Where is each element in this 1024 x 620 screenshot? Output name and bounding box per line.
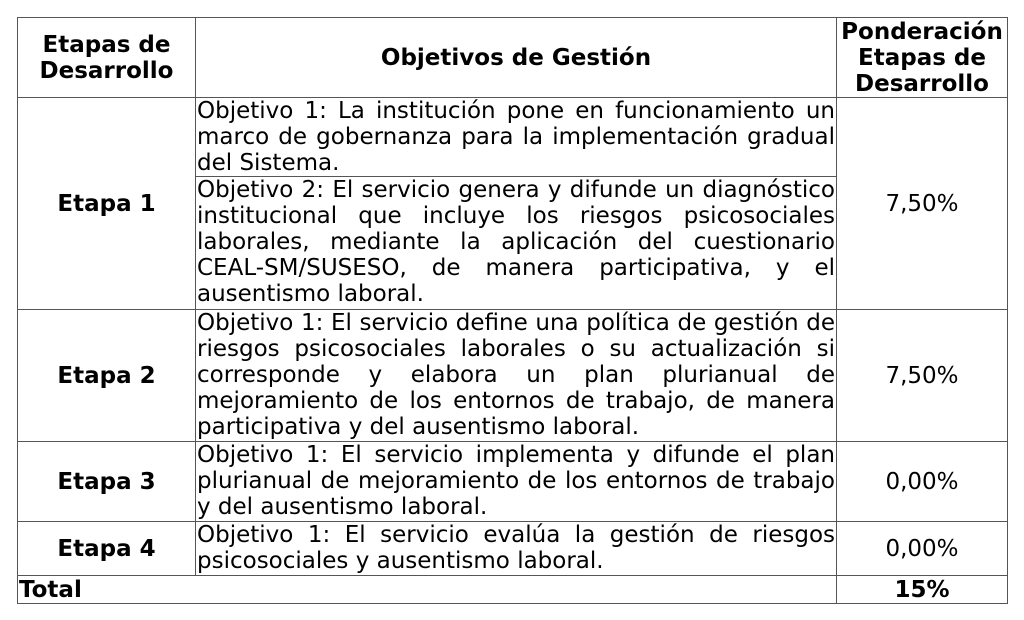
header-ponderacion: Ponderación Etapas de Desarrollo (837, 18, 1008, 98)
objetivo-text: Objetivo 2: El servicio genera y difunde un diagnóstico institucional que incluye los riesgos psicosociales laborales, mediante la aplicación del cuestionario CEAL-SM/SUSESO, de manera participativa, y el ausentismo laboral. (197, 177, 835, 307)
table-row (18, 442, 1008, 522)
ponderacion-value: 7,50% (837, 310, 1008, 442)
total-row (18, 576, 1008, 604)
total-label: Total (18, 576, 837, 604)
objetivo-text: Objetivo 1: El servicio define una política de gestión de riesgos psicosociales laborales o su actualización si corresponde y elabora un plan plurianual de mejoramiento de los entornos de trabajo, de manera participativa y del ausentismo laboral. (197, 310, 835, 440)
etapa-label: Etapa 3 (18, 442, 196, 522)
objetivo-text: Objetivo 1: La institución pone en funcionamiento un marco de gobernanza para la implementación gradual del Sistema. (197, 98, 835, 176)
objetivos-cell (196, 442, 837, 522)
header-etapas: Etapas de Desarrollo (18, 18, 196, 98)
ponderacion-value: 7,50% (837, 98, 1008, 310)
ponderacion-value: 0,00% (837, 522, 1008, 576)
etapa-label: Etapa 1 (18, 98, 196, 310)
ponderacion-value: 0,00% (837, 442, 1008, 522)
etapa-label: Etapa 4 (18, 522, 196, 576)
total-value: 15% (837, 576, 1008, 604)
header-row (18, 18, 1008, 98)
etapa-label: Etapa 2 (18, 310, 196, 442)
objetivo-text: Objetivo 1: El servicio evalúa la gestión de riesgos psicosociales y ausentismo laboral. (197, 522, 835, 574)
table-row (18, 310, 1008, 442)
header-objetivos: Objetivos de Gestión (196, 18, 837, 98)
table-row (18, 98, 1008, 310)
table-row (18, 522, 1008, 576)
objetivos-cell (196, 310, 837, 442)
ponderacion-table (17, 17, 1008, 604)
objetivos-cell (196, 522, 837, 576)
objetivos-cell (196, 98, 837, 310)
objetivo-text: Objetivo 1: El servicio implementa y difunde el plan plurianual de mejoramiento de los entornos de trabajo y del ausentismo laboral. (197, 442, 835, 520)
